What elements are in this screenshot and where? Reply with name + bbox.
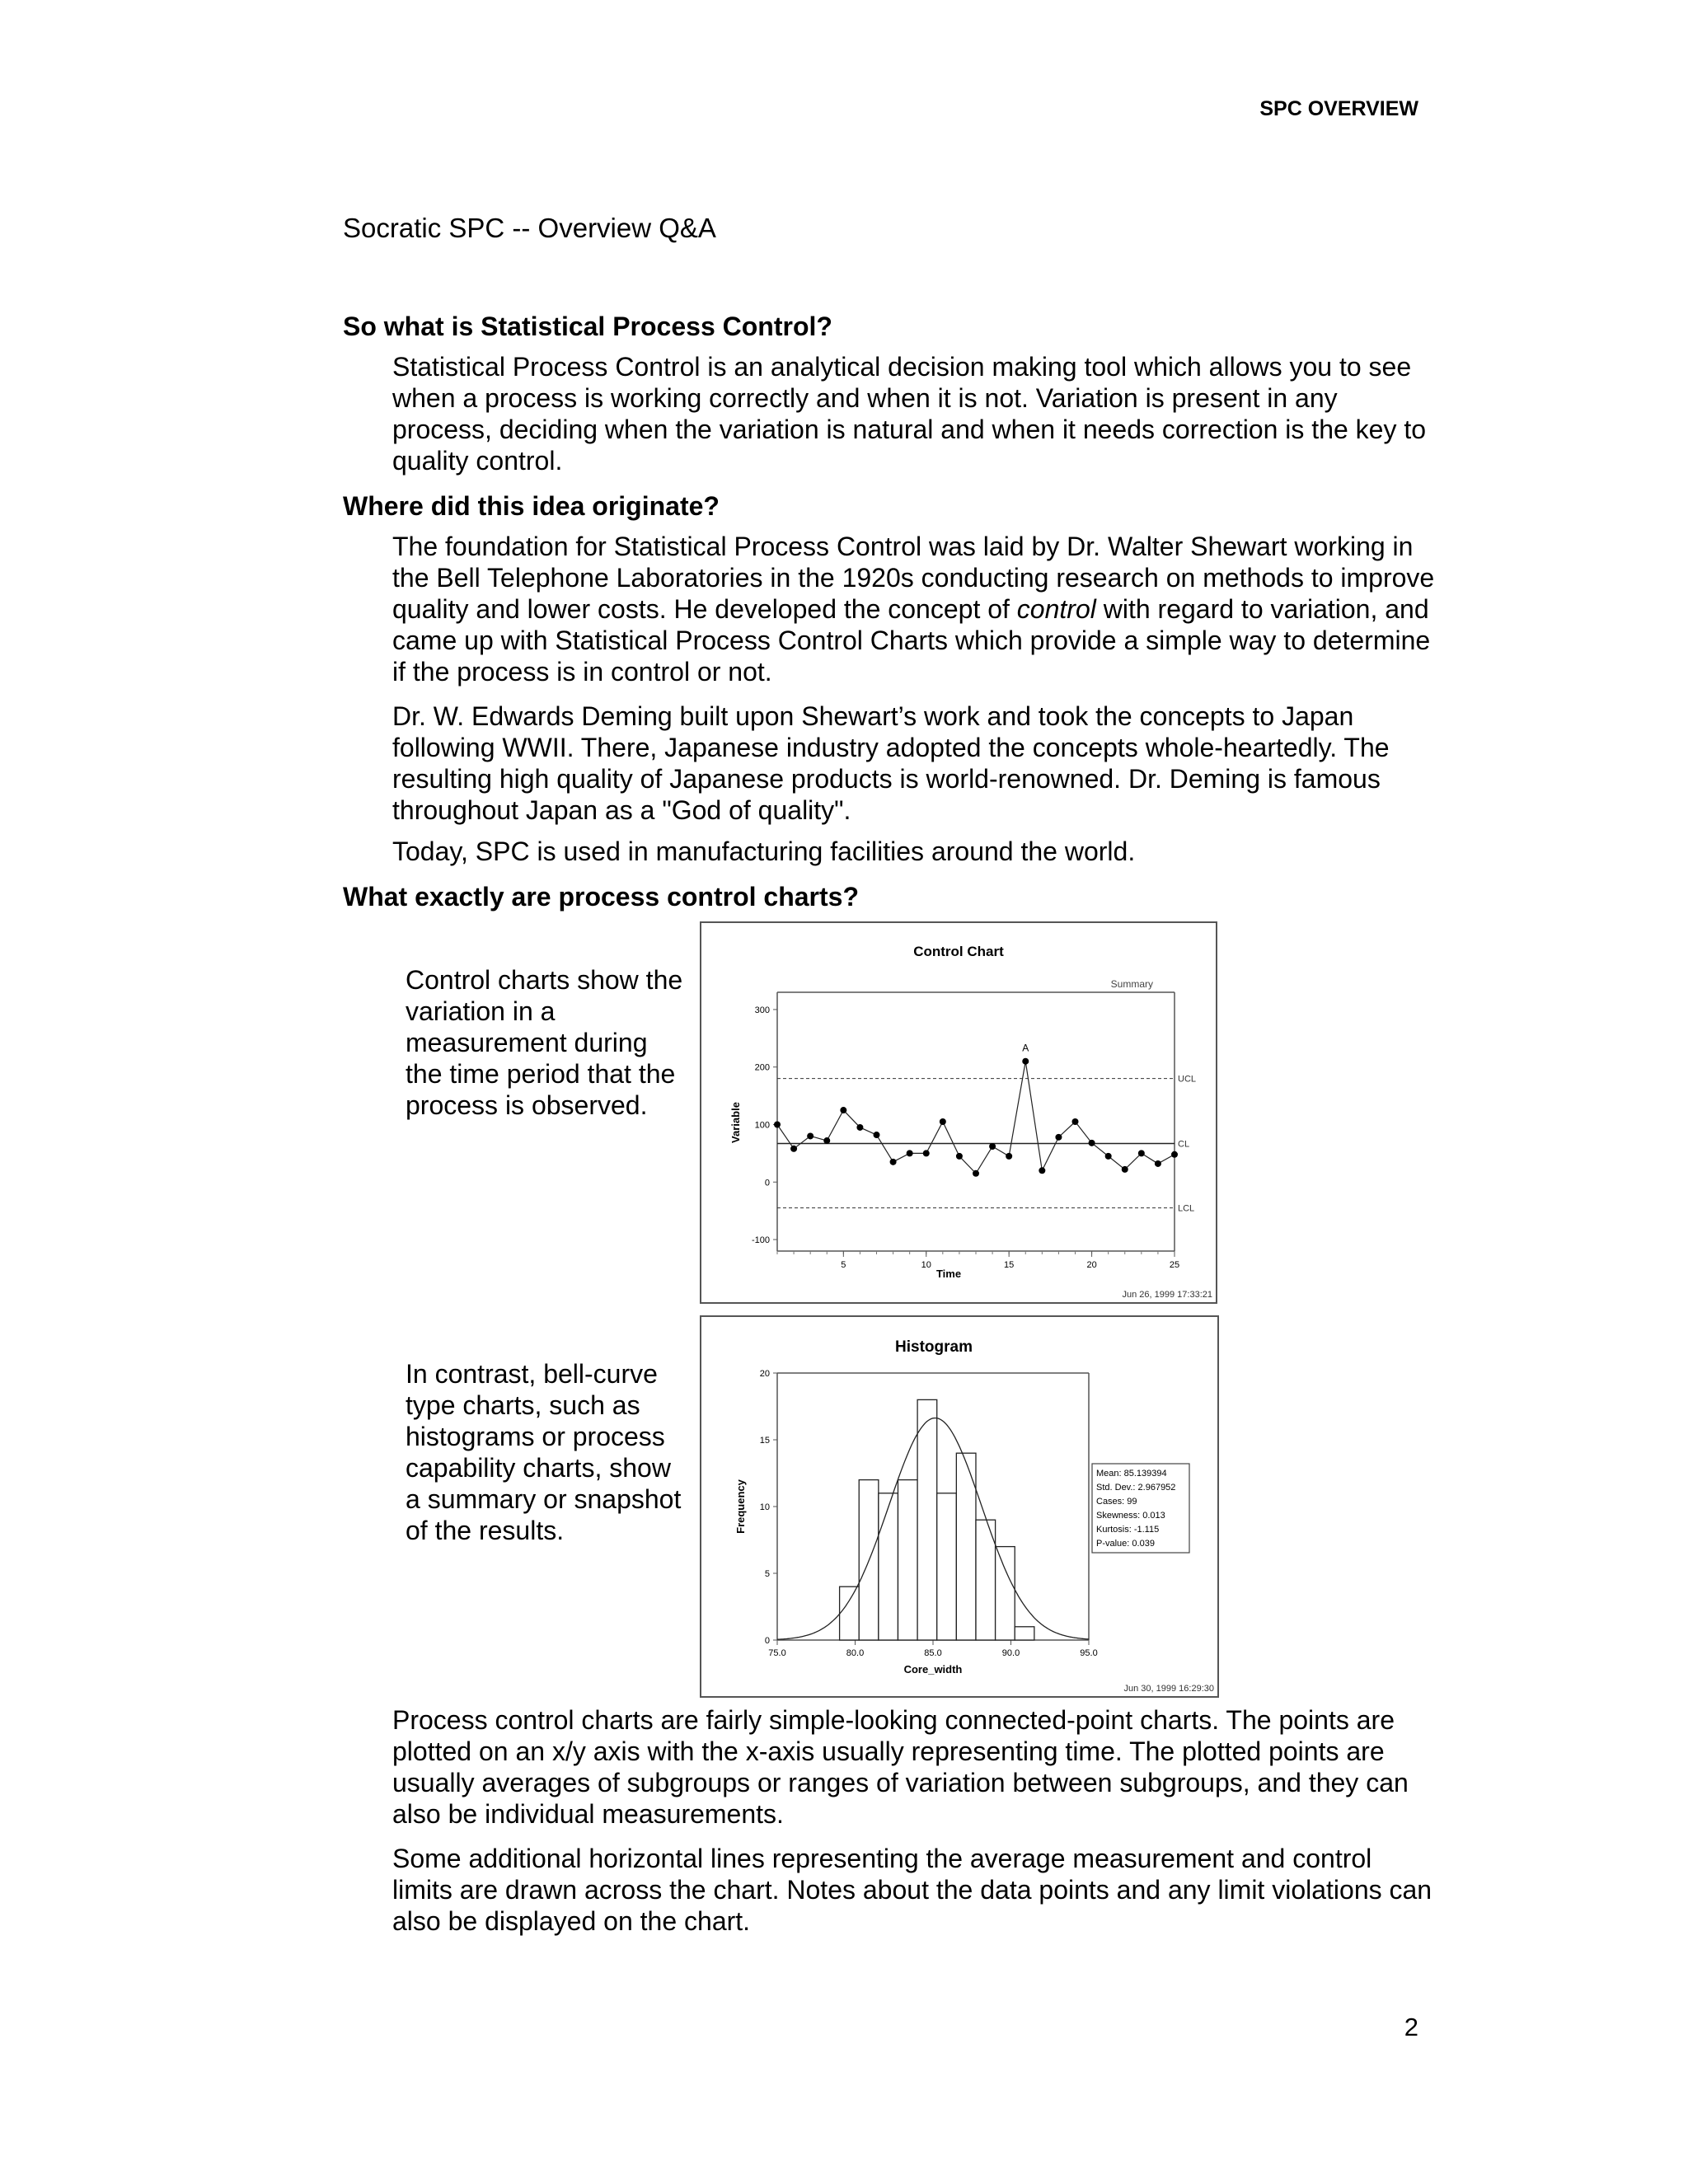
control-chart [701, 923, 1216, 1302]
stat-kurtosis: Kurtosis: -1.115 [1096, 1525, 1160, 1535]
x-axis-label: Time [935, 1268, 962, 1280]
y-tick-label: 15 [759, 1436, 770, 1446]
answer-paragraph-1: Statistical Process Control is an analytical decision making tool which allows you to see when a process is working correctly and when it is not. Variation is present in any process, deciding when the variation is natural and when it needs correction is the key to quality control. [392, 352, 1427, 476]
stat-p-value: P-value: 0.039 [1096, 1539, 1155, 1549]
data-point [840, 1107, 846, 1113]
histogram-bar [879, 1493, 898, 1640]
data-point [1089, 1140, 1095, 1146]
data-point [940, 1118, 946, 1125]
chart-title: Histogram [895, 1338, 973, 1356]
data-point [1138, 1150, 1145, 1156]
point-annotation: A [1022, 1042, 1029, 1054]
answer-paragraph-6: Some additional horizontal lines representing the average measurement and control limits are drawn across the chart. Notes about the data points and any limit violations can also be displayed on the chart. [392, 1844, 1432, 1936]
histogram-bar [917, 1399, 937, 1640]
plot-area [777, 993, 1107, 1302]
y-axis-label: Variable [729, 1102, 742, 1143]
histogram-bar [840, 1586, 860, 1640]
data-point [1122, 1166, 1128, 1173]
data-point [923, 1150, 930, 1156]
data-point [790, 1146, 797, 1152]
paragraph-text: The foundation for Statistical Process Control was laid by Dr. Walter Shewart working in the Bell Telephone Laboratories in the 1920s conducting research on methods to improve quality and lower costs. He developed the concept of [392, 532, 1435, 624]
data-point [856, 1124, 863, 1131]
y-tick-label: 0 [764, 1636, 770, 1646]
histogram-figure [700, 1315, 1219, 1698]
control-limit-label-lcl: LCL [1178, 1203, 1195, 1214]
answer-paragraph-4: Today, SPC is used in manufacturing facilities around the world. [392, 837, 1136, 866]
data-point [1105, 1153, 1112, 1160]
page-number: 2 [1404, 2013, 1418, 2041]
chart-timestamp: Jun 30, 1999 16:29:30 [1123, 1684, 1214, 1694]
question-heading-1: So what is Statistical Process Control? [343, 312, 832, 341]
answer-paragraph-3: Dr. W. Edwards Deming built upon Shewart’s work and took the concepts to Japan following WWII. There, Japanese industry adopted the concepts whole-heartedly. The resulting high quality of Japanese products is world-renowned. Dr. Deming is famous throughout Japan as a "God of quality". [392, 701, 1390, 825]
x-tick-label: 90.0 [1001, 1648, 1020, 1658]
histogram-chart [701, 1317, 1217, 1696]
y-axis-label: Frequency [734, 1479, 747, 1534]
x-tick-label: 85.0 [924, 1648, 942, 1658]
data-point [1171, 1151, 1178, 1158]
histogram-bar [996, 1547, 1015, 1640]
x-tick-label: 10 [921, 1260, 931, 1270]
stat-std-dev: Std. Dev.: 2.967952 [1096, 1483, 1176, 1493]
data-point [807, 1132, 814, 1139]
x-axis-label: Core_width [903, 1663, 963, 1675]
chart-title: Control Chart [913, 944, 1004, 959]
data-point [1055, 1134, 1062, 1141]
x-tick-label: 75.0 [768, 1648, 786, 1658]
data-point [1072, 1118, 1079, 1125]
y-tick-label: 300 [754, 1005, 770, 1015]
answer-paragraph-5: Process control charts are fairly simple-looking connected-point charts. The points are plotted on an x/y axis with the x-axis usually representing time. The plotted points are usually averages of subgroups or ranges of variation between subgroups, and they can also be individual measurements. [392, 1705, 1409, 1829]
x-tick-label: 20 [1086, 1260, 1097, 1270]
paragraph-text: with regard to variation, and came up with Statistical Process Control Charts which provide a simple way to determine if the process is in control or not. [392, 594, 1431, 687]
series-line [777, 1062, 1175, 1174]
control-chart-caption: Control charts show the variation in a measurement during the time period that the process is observed. [406, 965, 683, 1120]
histogram-bar [898, 1480, 917, 1640]
emphasis-control: control [1016, 594, 1096, 624]
document-title: Socratic SPC -- Overview Q&A [343, 213, 716, 243]
data-point [1022, 1058, 1029, 1065]
histogram-bar [1015, 1627, 1034, 1640]
answer-paragraph-2 [392, 531, 1439, 687]
data-point [1155, 1160, 1161, 1167]
x-tick-label: 80.0 [846, 1648, 865, 1658]
chart-subtitle: Summary [1110, 978, 1153, 990]
data-point [989, 1143, 996, 1150]
center-line-label: CL [1178, 1139, 1190, 1150]
x-tick-label: 15 [1004, 1260, 1015, 1270]
stat-skewness: Skewness: 0.013 [1096, 1511, 1165, 1521]
control-chart-figure [700, 921, 1217, 1304]
y-tick-label: -100 [751, 1235, 770, 1246]
x-tick-label: 95.0 [1080, 1648, 1098, 1658]
data-point [890, 1159, 897, 1165]
chart-timestamp: Jun 26, 1999 17:33:21 [1122, 1290, 1212, 1300]
y-tick-label: 5 [764, 1569, 770, 1579]
data-point [823, 1137, 830, 1144]
stat-mean: Mean: 85.139394 [1096, 1469, 1167, 1479]
stats-box [1092, 1464, 1189, 1553]
histogram-caption: In contrast, bell-curve type charts, such as histograms or process capability charts, show a summary or snapshot of the results. [406, 1359, 682, 1545]
running-header: SPC OVERVIEW [1259, 97, 1418, 120]
y-tick-label: 10 [759, 1502, 770, 1512]
y-tick-label: 0 [764, 1178, 770, 1188]
x-tick-label: 25 [1169, 1260, 1180, 1270]
question-heading-2: Where did this idea originate? [343, 491, 720, 521]
y-tick-label: 100 [754, 1120, 770, 1131]
y-tick-label: 200 [754, 1062, 770, 1073]
data-point [956, 1153, 963, 1160]
data-point [1006, 1153, 1012, 1160]
control-limit-label-ucl: UCL [1178, 1074, 1197, 1085]
stat-cases: Cases: 99 [1096, 1497, 1137, 1507]
data-point [907, 1150, 913, 1156]
data-point [1039, 1167, 1045, 1174]
histogram-bar [937, 1493, 957, 1640]
data-point [774, 1121, 781, 1127]
data-point [973, 1170, 979, 1177]
question-heading-3: What exactly are process control charts? [343, 882, 859, 912]
y-tick-label: 20 [759, 1369, 770, 1379]
x-tick-label: 5 [841, 1260, 846, 1270]
data-point [874, 1132, 880, 1138]
